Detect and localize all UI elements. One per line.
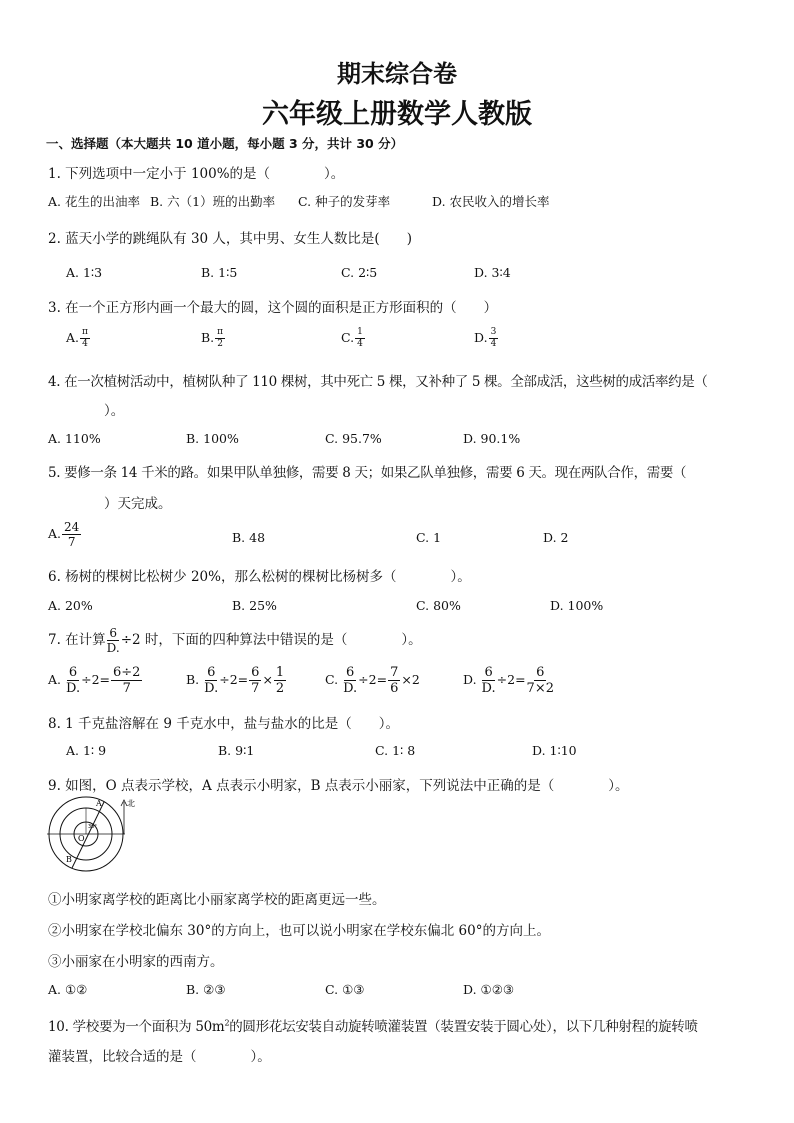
statement-2: ②小明家在学校北偏东 30°的方向上，也可以说小明家在学校东偏北 60°的方向上。	[48, 923, 550, 939]
option-d: D. 农民收入的增长率	[432, 194, 550, 209]
option-c: C. 1∶ 8	[375, 743, 416, 758]
option-b: B. 25%	[232, 598, 277, 613]
north-label: 北	[127, 799, 135, 808]
question-9: 9. 如图，O 点表示学校，A 点表示小明家，B 点表示小丽家，下列说法中正确的是（ ）。	[48, 778, 629, 794]
option-b: B. 1∶5	[201, 265, 238, 280]
direction-figure	[44, 796, 134, 880]
option-d: D. 90.1%	[463, 431, 521, 446]
question-10-cont: 灌装置，比较合适的是（ ）。	[48, 1049, 271, 1065]
question-5-cont: ）天完成。	[104, 496, 172, 512]
option-a: A. 20%	[48, 598, 93, 613]
option-d: D. 100%	[550, 598, 604, 613]
option-c: C. $\frac{6}{D.}$ ÷2= $\frac{7}{6}$ ×2	[325, 665, 420, 696]
question-7: 7. 在计算 $\frac{6}{D.}$ ÷2 时，下面的四种算法中错误的是（ ）。	[48, 626, 422, 655]
question-2: 2. 蓝天小学的跳绳队有 30 人，其中男、女生人数比是( )	[48, 231, 412, 247]
option-b: B. $\frac{\pi}{2}$	[201, 327, 224, 349]
page-subtitle: 六年级上册数学人教版	[262, 99, 532, 130]
question-4-cont: ）。	[104, 403, 125, 419]
option-d: D. 3∶4	[474, 265, 511, 280]
option-b: B. $\frac{6}{D.}$ ÷2= $\frac{6}{7}$ × $\frac{1}{2}$	[186, 665, 285, 696]
question-8: 8. 1 千克盐溶解在 9 千克水中，盐与盐水的比是（ ）。	[48, 716, 399, 732]
option-a: A. $\frac{\pi}{4}$	[66, 327, 88, 349]
option-a: A. $\frac{24}{7}$	[48, 520, 80, 549]
option-c: C. ①③	[325, 982, 365, 997]
question-6: 6. 杨树的棵树比松树少 20%，那么松树的棵树比杨树多（ ）。	[48, 569, 471, 585]
option-a: A. 花生的出油率	[48, 194, 140, 209]
option-b: B. 9∶1	[218, 743, 255, 758]
point-a-label: A	[96, 799, 102, 808]
option-c: C. 2∶5	[341, 265, 378, 280]
option-b: B. 100%	[186, 431, 239, 446]
option-a: A. 1∶ 9	[66, 743, 107, 758]
option-d: D. $\frac{6}{D.}$ ÷2= $\frac{6}{7\times 2}$	[463, 665, 554, 696]
question-10: 10. 学校要为一个面积为 $50m^2$的圆形花坛安装自动旋转喷灌装置（装置安装于圆心处），以下几种射程的旋转喷	[48, 1018, 698, 1035]
angle-label: 30°	[88, 824, 97, 830]
option-a: A. 1∶3	[66, 265, 103, 280]
option-b: B. 48	[232, 530, 266, 545]
option-c: C. 1	[416, 530, 442, 545]
option-d: D. ①②③	[463, 982, 515, 997]
point-b-label: B	[66, 855, 72, 864]
option-b: B. 六（1）班的出勤率	[150, 194, 276, 209]
option-c: C. $\frac{1}{4}$	[341, 327, 363, 349]
option-b: B. ②③	[186, 982, 226, 997]
page-title: 期末综合卷	[337, 60, 457, 88]
option-c: C. 种子的发芽率	[298, 194, 391, 209]
question-4: 4. 在一次植树活动中，植树队种了 110 棵树，其中死亡 5 棵，又补种了 5 棵。全部成活，这些树的成活率约是（	[48, 374, 708, 390]
statement-3: ③小丽家在小明家的西南方。	[48, 954, 224, 970]
option-a: A. ①②	[48, 982, 88, 997]
statement-1: ①小明家离学校的距离比小丽家离学校的距离更远一些。	[48, 892, 386, 908]
option-c: C. 80%	[416, 598, 461, 613]
option-d: D. 1∶10	[532, 743, 577, 758]
question-1: 1. 下列选项中一定小于 100%的是（ ）。	[48, 166, 345, 182]
question-3: 3. 在一个正方形内画一个最大的圆，这个圆的面积是正方形面积的（ ）	[48, 300, 498, 316]
option-d: D. $\frac{3}{4}$	[474, 327, 497, 349]
section-heading: 一、选择题（本大题共 10 道小题，每小题 3 分，共计 30 分）	[46, 136, 404, 151]
question-5: 5. 要修一条 14 千米的路。如果甲队单独修，需要 8 天；如果乙队单独修，需要 6 天。现在两队合作，需要（	[48, 465, 687, 481]
option-c: C. 95.7%	[325, 431, 382, 446]
point-line-a-b	[72, 802, 104, 868]
option-a: A. $\frac{6}{D.}$ ÷2= $\frac{6\div 2}{7}$	[48, 665, 141, 696]
point-o-label: O	[78, 834, 85, 843]
option-a: A. 110%	[48, 431, 101, 446]
option-d: D. 2	[543, 530, 569, 545]
